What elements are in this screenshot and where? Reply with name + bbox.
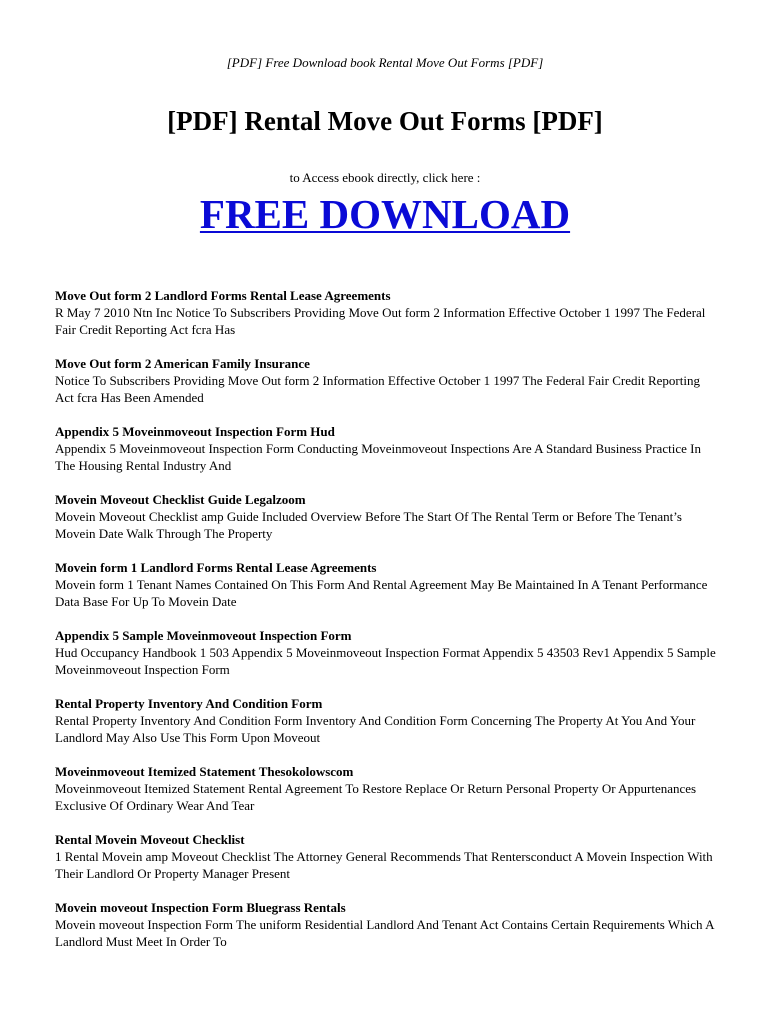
entry-description: Movein moveout Inspection Form The uniform Residential Landlord And Tenant Act Contains Certain Requirements Which A Landlord Must Meet In Order To: [55, 917, 714, 949]
entry-title: Movein moveout Inspection Form Bluegrass Rentals: [55, 900, 346, 915]
entry-description: Movein Moveout Checklist amp Guide Included Overview Before The Start Of The Rental Term or Before The Tenant’s Movein Date Walk Through The Property: [55, 509, 682, 541]
entry-description: Rental Property Inventory And Condition Form Inventory And Condition Form Concerning The Property At You And Your Landlord May Also Use This Form Upon Moveout: [55, 713, 696, 745]
list-item: [55, 559, 720, 610]
entry-description: R May 7 2010 Ntn Inc Notice To Subscribers Providing Move Out form 2 Information Effective October 1 1997 The Federal Fair Credit Reporting Act fcra Has: [55, 305, 706, 337]
entry-description: Appendix 5 Moveinmoveout Inspection Form Conducting Moveinmoveout Inspections Are A Standard Business Practice In The Housing Rental Industry And: [55, 441, 701, 473]
entry-title: Appendix 5 Moveinmoveout Inspection Form Hud: [55, 424, 335, 439]
list-item: [55, 627, 720, 678]
list-item: [55, 491, 720, 542]
list-item: [55, 355, 720, 406]
page-title: [PDF] Rental Move Out Forms [PDF]: [167, 106, 603, 136]
entry-title: Movein Moveout Checklist Guide Legalzoom: [55, 492, 306, 507]
entry-title: Movein form 1 Landlord Forms Rental Lease Agreements: [55, 560, 377, 575]
entry-title: Moveinmoveout Itemized Statement Thesokolowscom: [55, 764, 354, 779]
entry-title: Appendix 5 Sample Moveinmoveout Inspection Form: [55, 628, 352, 643]
running-header: [PDF] Free Download book Rental Move Out Forms [PDF]: [226, 55, 544, 70]
entry-title: Rental Movein Moveout Checklist: [55, 832, 245, 847]
list-item: [55, 899, 720, 950]
entry-list: [55, 287, 720, 967]
entry-title: Move Out form 2 Landlord Forms Rental Lease Agreements: [55, 288, 391, 303]
list-item: [55, 695, 720, 746]
list-item: [55, 423, 720, 474]
list-item: [55, 763, 720, 814]
entry-description: Notice To Subscribers Providing Move Out form 2 Information Effective October 1 1997 The Federal Fair Credit Reporting Act fcra Has Been Amended: [55, 373, 700, 405]
entry-description: 1 Rental Movein amp Moveout Checklist The Attorney General Recommends That Rentersconduct A Movein Inspection With Their Landlord Or Property Manager Present: [55, 849, 713, 881]
entry-description: Movein form 1 Tenant Names Contained On This Form And Rental Agreement May Be Maintained In A Tenant Performance Data Base For Up To Movein Date: [55, 577, 708, 609]
entry-title: Move Out form 2 American Family Insurance: [55, 356, 310, 371]
free-download-link[interactable]: FREE DOWNLOAD: [199, 191, 571, 237]
entry-title: Rental Property Inventory And Condition Form: [55, 696, 323, 711]
entry-description: Hud Occupancy Handbook 1 503 Appendix 5 Moveinmoveout Inspection Format Appendix 5 43503 Rev1 Appendix 5 Sample Moveinmoveout Inspection Form: [55, 645, 716, 677]
list-item: [55, 287, 720, 338]
list-item: [55, 831, 720, 882]
access-instruction-text: to Access ebook directly, click here :: [289, 170, 481, 185]
entry-description: Moveinmoveout Itemized Statement Rental Agreement To Restore Replace Or Return Personal Property Or Appurtenances Exclusive Of Ordinary Wear And Tear: [55, 781, 697, 813]
